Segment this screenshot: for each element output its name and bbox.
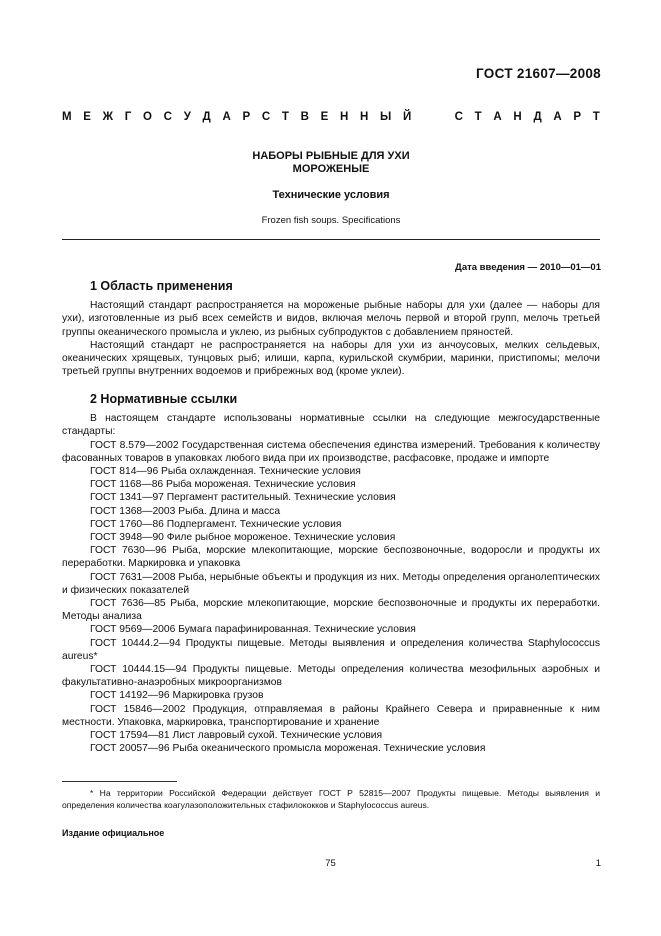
reference-item: ГОСТ 15846—2002 Продукция, отправляемая в районы Крайнего Севера и приравненные к ним местности. Упаковка, маркировка, транспортирование и хранение xyxy=(62,703,600,728)
reference-item: ГОСТ 10444.2—94 Продукты пищевые. Методы выявления и определения количества Staphylococcus aureus* xyxy=(62,637,600,662)
english-title: Frozen fish soups. Specifications xyxy=(261,215,401,226)
heading-letter: Ы xyxy=(380,111,392,123)
document-subtitle: Технические условия xyxy=(272,189,390,201)
heading-letter: Н xyxy=(339,111,349,123)
reference-item: ГОСТ 17594—81 Лист лавровый сухой. Технические условия xyxy=(90,730,383,742)
heading-letter: В xyxy=(300,111,309,123)
title-divider xyxy=(62,239,600,240)
word-gap xyxy=(423,111,443,123)
heading-letter: Ж xyxy=(102,111,114,123)
reference-item: ГОСТ 1168—86 Рыба мороженая. Технические условия xyxy=(90,479,356,491)
title-line-1: НАБОРЫ РЫБНЫЕ ДЛЯ УХИ xyxy=(252,150,410,162)
document-title xyxy=(62,150,600,176)
section-heading: 1 Область применения xyxy=(90,279,233,293)
footnote-divider xyxy=(62,781,177,782)
heading-letter: С xyxy=(454,111,463,123)
reference-item: ГОСТ 1368—2003 Рыба. Длина и масса xyxy=(90,505,281,517)
reference-item: ГОСТ 7630—96 Рыба, морские млекопитающие, морские беспозвоночные, водоросли и продукты их переработки. Маркировка и упаковка xyxy=(62,545,600,570)
heading-letter: А xyxy=(222,111,231,123)
footnote: * На территории Российской Федерации действует ГОСТ Р 52815—2007 Продукты пищевые. Методы выявления и определения количества коагулазоположительных стафилококков и Staphylococcus aureus. xyxy=(62,788,600,810)
reference-item: ГОСТ 1760—86 Подпергамент. Технические условия xyxy=(90,518,342,530)
heading-letter: Т xyxy=(281,111,289,123)
heading-letter: М xyxy=(62,111,72,123)
heading-letter: Й xyxy=(402,111,412,123)
gost-code: ГОСТ 21607—2008 xyxy=(476,66,601,81)
heading-letter: А xyxy=(493,111,502,123)
reference-item: ГОСТ 10444.15—94 Продукты пищевые. Методы определения количества мезофильных аэробных и факультативно-анаэробных микроорганизмов xyxy=(62,664,600,689)
reference-item: ГОСТ 7636—85 Рыба, морские млекопитающие, морские беспозвоночные и продукты их переработки. Методы анализа xyxy=(62,598,600,623)
heading-letter: Н xyxy=(360,111,369,123)
paragraph: В настоящем стандарте использованы нормативные ссылки на следующие межгосударственные стандарты: xyxy=(62,413,600,438)
heading-letter: Н xyxy=(513,111,522,123)
reference-list xyxy=(62,439,600,756)
reference-item: ГОСТ 814—96 Рыба охлажденная. Технические условия xyxy=(90,466,361,478)
reference-item: ГОСТ 20057—96 Рыба океанического промысла мороженая. Технические условия xyxy=(90,743,486,755)
page-number: 75 xyxy=(325,858,336,869)
sheet-number: 1 xyxy=(595,858,601,869)
standard-type-heading xyxy=(62,111,600,123)
heading-letter: У xyxy=(183,111,191,123)
section-normative-references xyxy=(62,393,600,755)
introduction-date: Дата введения — 2010—01—01 xyxy=(455,262,601,273)
heading-letter: Т xyxy=(592,111,600,123)
section-heading: 2 Нормативные ссылки xyxy=(90,392,238,406)
heading-letter: Е xyxy=(83,111,91,123)
heading-letter: Е xyxy=(320,111,329,123)
edition-label: Издание официальное xyxy=(62,828,165,838)
heading-letter: Г xyxy=(124,111,132,123)
heading-letter: Р xyxy=(573,111,582,123)
reference-item: ГОСТ 7631—2008 Рыба, нерыбные объекты и продукция из них. Методы определения органолептических и физических показателей xyxy=(62,571,600,596)
reference-item: ГОСТ 3948—90 Филе рыбное мороженое. Технические условия xyxy=(90,532,396,544)
heading-letter: Р xyxy=(242,111,251,123)
heading-letter: А xyxy=(553,111,562,123)
heading-letter: С xyxy=(261,111,271,123)
reference-item: ГОСТ 9569—2006 Бумага парафинированная. Технические условия xyxy=(90,624,416,636)
paragraph: Настоящий стандарт не распространяется на наборы для ухи из анчоусовых, мелких сельдевых, океанических хрящевых, тунцовых рыб; илиши, карпа, курильской скумбрии, маринки, пристипомы; мелочи третьей группы внутренних водоемов и прибрежных вод (кроме уклеи). xyxy=(62,339,600,378)
heading-letter: О xyxy=(143,111,152,123)
heading-letter: Д xyxy=(202,111,211,123)
title-line-2: МОРОЖЕНЫЕ xyxy=(292,163,370,175)
heading-letter: С xyxy=(163,111,172,123)
section-scope xyxy=(62,280,600,378)
heading-letter: Д xyxy=(533,111,542,123)
paragraph: Настоящий стандарт распространяется на мороженые рыбные наборы для ухи (далее — наборы для ухи), изготовленные из рыб всех семейств и видов, включая мелочь первой и второй групп, мелочь третьей группы океанического промысла и уклею, из рыбных субпродуктов с добавлением пряностей. xyxy=(62,300,600,338)
reference-item: ГОСТ 1341—97 Пергамент растительный. Технические условия xyxy=(90,492,396,504)
reference-item: ГОСТ 14192—96 Маркировка грузов xyxy=(90,690,264,702)
reference-item: ГОСТ 8.579—2002 Государственная система обеспечения единства измерений. Требования к количеству фасованных товаров в упаковках любого вида при их производстве, расфасовке, продаже и импорте xyxy=(62,439,600,464)
heading-letter: Т xyxy=(474,111,482,123)
